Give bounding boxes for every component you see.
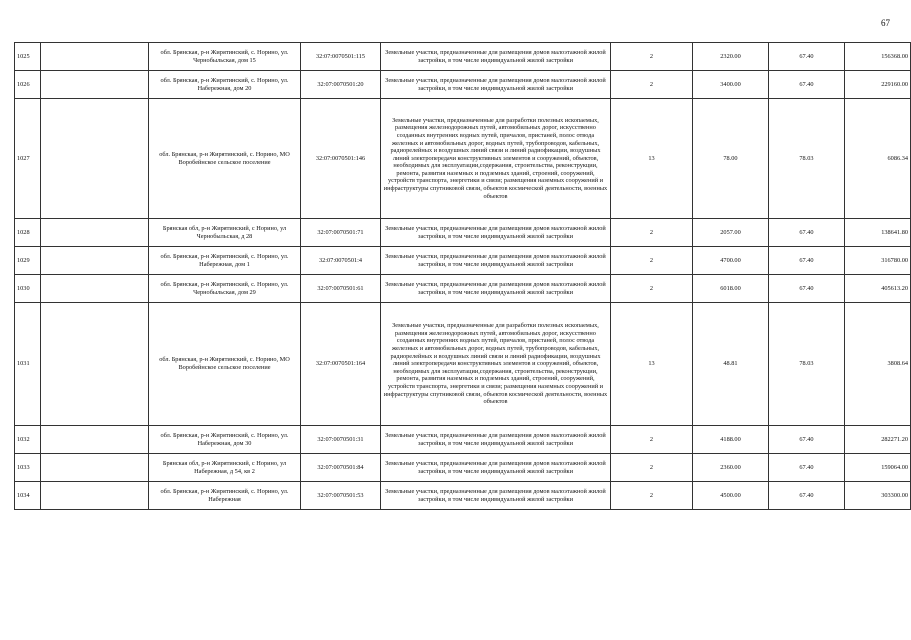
empty-cell (41, 275, 149, 303)
empty-cell (41, 482, 149, 510)
table-body (15, 43, 911, 510)
land-registry-table (14, 42, 911, 510)
cadastral-number-cell: 32:07:0070501:115 (301, 43, 381, 71)
cadastral-value-cell: 3808.64 (845, 303, 911, 426)
category-cell: 2 (611, 71, 693, 99)
category-cell: 2 (611, 43, 693, 71)
empty-cell (41, 454, 149, 482)
land-use-cell: Земельные участки, предназначенные для размещения домов малоэтажной жилой застройки, в том числе индивидуальной жилой застройки (381, 426, 611, 454)
empty-cell (41, 43, 149, 71)
table-row (15, 303, 911, 426)
row-number-cell: 1025 (15, 43, 41, 71)
land-use-cell: Земельные участки, предназначенные для размещения домов малоэтажной жилой застройки, в том числе индивидуальной жилой застройки (381, 454, 611, 482)
category-cell: 2 (611, 247, 693, 275)
row-number-cell: 1034 (15, 482, 41, 510)
row-number-cell: 1027 (15, 99, 41, 219)
table-row (15, 426, 911, 454)
rate-cell: 67.40 (769, 219, 845, 247)
row-number-cell: 1031 (15, 303, 41, 426)
cadastral-number-cell: 32:07:0070501:164 (301, 303, 381, 426)
rate-cell: 67.40 (769, 275, 845, 303)
cadastral-number-cell: 32:07:0070501:71 (301, 219, 381, 247)
cadastral-number-cell: 32:07:0070501:20 (301, 71, 381, 99)
row-number-cell: 1029 (15, 247, 41, 275)
cadastral-value-cell: 138641.80 (845, 219, 911, 247)
area-cell: 2320.00 (693, 43, 769, 71)
area-cell: 2057.00 (693, 219, 769, 247)
empty-cell (41, 99, 149, 219)
address-cell: обл. Брянская, р-н Жирятинский, с. Норино, ул. Набережная (149, 482, 301, 510)
cadastral-number-cell: 32:07:0070501:53 (301, 482, 381, 510)
cadastral-value-cell: 229160.00 (845, 71, 911, 99)
address-cell: обл. Брянская, р-н Жирятинский, с. Норино, МО Воробейнское сельское поселение (149, 99, 301, 219)
category-cell: 13 (611, 99, 693, 219)
cadastral-value-cell: 6086.34 (845, 99, 911, 219)
area-cell: 6018.00 (693, 275, 769, 303)
cadastral-number-cell: 32:07:0070501:146 (301, 99, 381, 219)
land-use-cell: Земельные участки, предназначенные для разработки полезных ископаемых, размещения железнодорожных путей, автомобильных дорог, искусственно созданных внутренних водных путей, причалов, пристаней, полос отвода железных и автомобильных дорог, водных путей, трубопроводов, кабельных, радиорелейных и воздушных линий связи и линий радиофикации, воздушных линий электропередачи конструктивных элементов и сооружений, объектов, необходимых для эксплуатации,содержания, строительства, реконструкции, ремонта, развития наземных и подземных зданий, строений, сооружений, устройств транспорта, энергетики и связи; размещения наземных сооружений и инфраструктуры спутниковой связи, объектов космической деятельности, военных объектов (381, 99, 611, 219)
page-number: 67 (881, 18, 890, 28)
rate-cell: 67.40 (769, 43, 845, 71)
row-number-cell: 1033 (15, 454, 41, 482)
area-cell: 3400.00 (693, 71, 769, 99)
empty-cell (41, 303, 149, 426)
area-cell: 4700.00 (693, 247, 769, 275)
area-cell: 2360.00 (693, 454, 769, 482)
area-cell: 4188.00 (693, 426, 769, 454)
rate-cell: 67.40 (769, 482, 845, 510)
land-use-cell: Земельные участки, предназначенные для разработки полезных ископаемых, размещения железнодорожных путей, автомобильных дорог, искусственно созданных внутренних водных путей, причалов, пристаней, полос отвода железных и автомобильных дорог, водных путей, трубопроводов, кабельных, радиорелейных и воздушных линий связи и линий радиофикации, воздушных линий электропередачи конструктивных элементов и сооружений, объектов, необходимых для эксплуатации,содержания, строительства, реконструкции, ремонта, развития наземных и подземных зданий, строений, сооружений, устройств транспорта, энергетики и связи; размещения наземных сооружений и инфраструктуры спутниковой связи, объектов космической деятельности, военных объектов (381, 303, 611, 426)
table-row (15, 482, 911, 510)
category-cell: 2 (611, 219, 693, 247)
row-number-cell: 1028 (15, 219, 41, 247)
row-number-cell: 1032 (15, 426, 41, 454)
row-number-cell: 1026 (15, 71, 41, 99)
cadastral-number-cell: 32:07:0070501:4 (301, 247, 381, 275)
address-cell: обл. Брянская, р-н Жирятинский, с. Норино, ул. Чернобыльская, дом 29 (149, 275, 301, 303)
address-cell: обл. Брянская, р-н Жирятинский, с. Норино, ул. Набережная, дом 20 (149, 71, 301, 99)
land-use-cell: Земельные участки, предназначенные для размещения домов малоэтажной жилой застройки, в том числе индивидуальной жилой застройки (381, 43, 611, 71)
row-number-cell: 1030 (15, 275, 41, 303)
table-row (15, 454, 911, 482)
address-cell: обл. Брянская, р-н Жирятинский, с. Норино, МО Воробейнское сельское поселение (149, 303, 301, 426)
table-row (15, 71, 911, 99)
empty-cell (41, 247, 149, 275)
rate-cell: 67.40 (769, 454, 845, 482)
empty-cell (41, 219, 149, 247)
cadastral-value-cell: 156368.00 (845, 43, 911, 71)
cadastral-value-cell: 282271.20 (845, 426, 911, 454)
category-cell: 2 (611, 454, 693, 482)
cadastral-value-cell: 159064.00 (845, 454, 911, 482)
table-row (15, 43, 911, 71)
cadastral-value-cell: 303300.00 (845, 482, 911, 510)
area-cell: 78.00 (693, 99, 769, 219)
table-row (15, 99, 911, 219)
category-cell: 2 (611, 482, 693, 510)
land-use-cell: Земельные участки, предназначенные для размещения домов малоэтажной жилой застройки, в том числе индивидуальной жилой застройки (381, 71, 611, 99)
empty-cell (41, 71, 149, 99)
category-cell: 2 (611, 275, 693, 303)
address-cell: Брянская обл, р-н Жирятинский, с Норино, ул Чернобыльская, д 28 (149, 219, 301, 247)
rate-cell: 78.03 (769, 99, 845, 219)
land-use-cell: Земельные участки, предназначенные для размещения домов малоэтажной жилой застройки, в том числе индивидуальной жилой застройки (381, 275, 611, 303)
table-row (15, 247, 911, 275)
address-cell: обл. Брянская, р-н Жирятинский, с. Норино, ул. Набережная, дом 1 (149, 247, 301, 275)
area-cell: 4500.00 (693, 482, 769, 510)
cadastral-value-cell: 316780.00 (845, 247, 911, 275)
address-cell: Брянская обл, р-н Жирятинский, с Норино, ул Набережная, д 54, кв 2 (149, 454, 301, 482)
category-cell: 2 (611, 426, 693, 454)
cadastral-number-cell: 32:07:0070501:84 (301, 454, 381, 482)
rate-cell: 67.40 (769, 247, 845, 275)
land-use-cell: Земельные участки, предназначенные для размещения домов малоэтажной жилой застройки, в том числе индивидуальной жилой застройки (381, 482, 611, 510)
cadastral-number-cell: 32:07:0070501:31 (301, 426, 381, 454)
rate-cell: 67.40 (769, 71, 845, 99)
area-cell: 48.81 (693, 303, 769, 426)
empty-cell (41, 426, 149, 454)
rate-cell: 67.40 (769, 426, 845, 454)
table-row (15, 219, 911, 247)
category-cell: 13 (611, 303, 693, 426)
address-cell: обл. Брянская, р-н Жирятинский, с. Норино, ул. Чернобыльская, дом 15 (149, 43, 301, 71)
land-use-cell: Земельные участки, предназначенные для размещения домов малоэтажной жилой застройки, в том числе индивидуальной жилой застройки (381, 219, 611, 247)
cadastral-value-cell: 405613.20 (845, 275, 911, 303)
land-use-cell: Земельные участки, предназначенные для размещения домов малоэтажной жилой застройки, в том числе индивидуальной жилой застройки (381, 247, 611, 275)
address-cell: обл. Брянская, р-н Жирятинский, с. Норино, ул. Набережная, дом 30 (149, 426, 301, 454)
rate-cell: 78.03 (769, 303, 845, 426)
cadastral-number-cell: 32:07:0070501:61 (301, 275, 381, 303)
table-row (15, 275, 911, 303)
